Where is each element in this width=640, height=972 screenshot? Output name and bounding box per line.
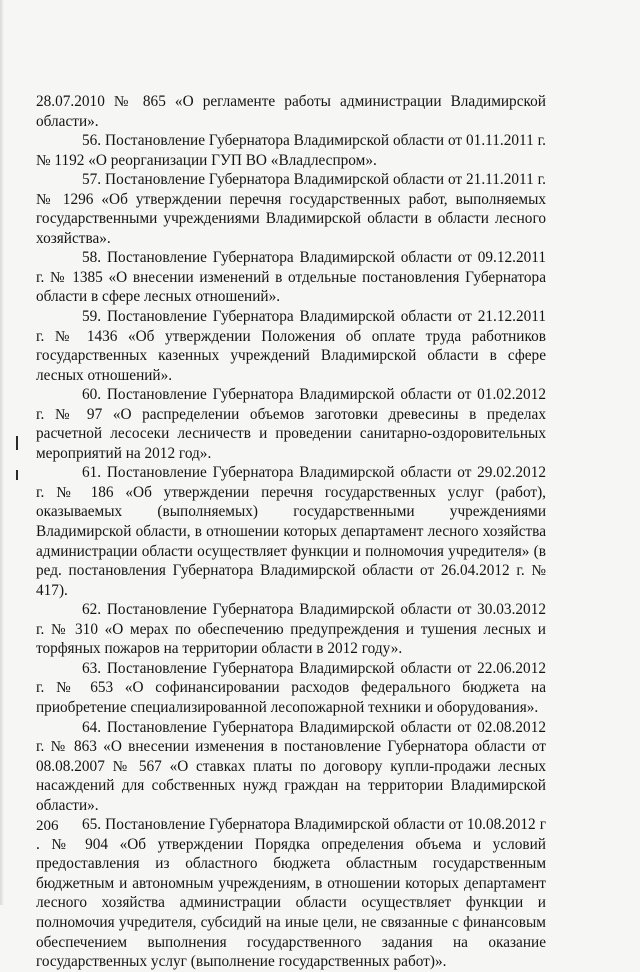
- page-number: 206: [36, 818, 59, 834]
- list-item-65: 65. Постановление Губернатора Владимирской области от 10.08.2012 г . № 904 «Об утверждении Порядка определения объема и условий предоставления из областного бюджета областным государственным бюджетным и автономным учреждениям, в отношении которых департамент лесного хозяйства администрации области осуществляет функции и полномочия учредителя, субсидий на иные цели, не связанные с финансовым обеспечением выполнения государственного задания на оказание государственных услуг (выполнение государственных работ)».: [36, 816, 546, 971]
- scan-mark: [16, 470, 18, 480]
- list-item-63: 63. Постановление Губернатора Владимирской области от 22.06.2012 г. № 653 «О софинансировании расходов федерального бюджета на приобретение специализированной лесопожарной техники и оборудования».: [36, 659, 546, 716]
- list-item-56: 56. Постановление Губернатора Владимирской области от 01.11.2011 г. № 1192 «О реорганизации ГУП ВО «Владлеспром».: [36, 132, 546, 169]
- list-item-59: 59. Постановление Губернатора Владимирской области от 21.12.2011 г. № 1436 «Об утверждении Положения об оплате труда работников государственных казенных учреждений Владимирской области в сфере лесных отношений».: [36, 308, 546, 384]
- list-item-62: 62. Постановление Губернатора Владимирской области от 30.03.2012 г. № 310 «О мерах по обеспечению предупреждения и тушения лесных и торфяных пожаров на территории области в 2012 году».: [36, 601, 546, 658]
- list-item-57: 57. Постановление Губернатора Владимирской области от 21.11.2011 г. № 1296 «Об утверждении перечня государственных работ, выполняемых государственными учреждениями Владимирской области в области лесного хозяйства».: [36, 171, 546, 247]
- paragraph-continuation: 28.07.2010 № 865 «О регламенте работы администрации Владимирской области».: [36, 93, 546, 130]
- list-item-58: 58. Постановление Губернатора Владимирской области от 09.12.2011 г. № 1385 «О внесении изменений в отдельные постановления Губернатора области в сфере лесных отношений».: [36, 249, 546, 306]
- list-item-64: 64. Постановление Губернатора Владимирской области от 02.08.2012 г. № 863 «О внесении изменения в постановление Губернатора области от 08.08.2007 № 567 «О ставках платы по договору купли-продажи лесных насаждений для собственных нужд граждан на территории Владимирской области».: [36, 718, 546, 814]
- scan-edge-shadow: [0, 0, 4, 905]
- list-item-60: 60. Постановление Губернатора Владимирской области от 01.02.2012 г. № 97 «О распределении объемов заготовки древесины в пределах расчетной лесосеки лесничеств и проведении санитарно-оздоровительных мероприятий на 2012 год».: [36, 386, 546, 462]
- scan-mark: [16, 436, 18, 450]
- document-body: [36, 92, 546, 972]
- list-item-61: 61. Постановление Губернатора Владимирской области от 29.02.2012 г. № 186 «Об утверждении перечня государственных услуг (работ), оказываемых (выполняемых) государственными учреждениями Владимирской области, в отношении которых департамент лесного хозяйства администрации области осуществляет функции и полномочия учредителя» (в ред. постановления Губернатора Владимирской области от 26.04.2012 г. № 417).: [36, 464, 546, 599]
